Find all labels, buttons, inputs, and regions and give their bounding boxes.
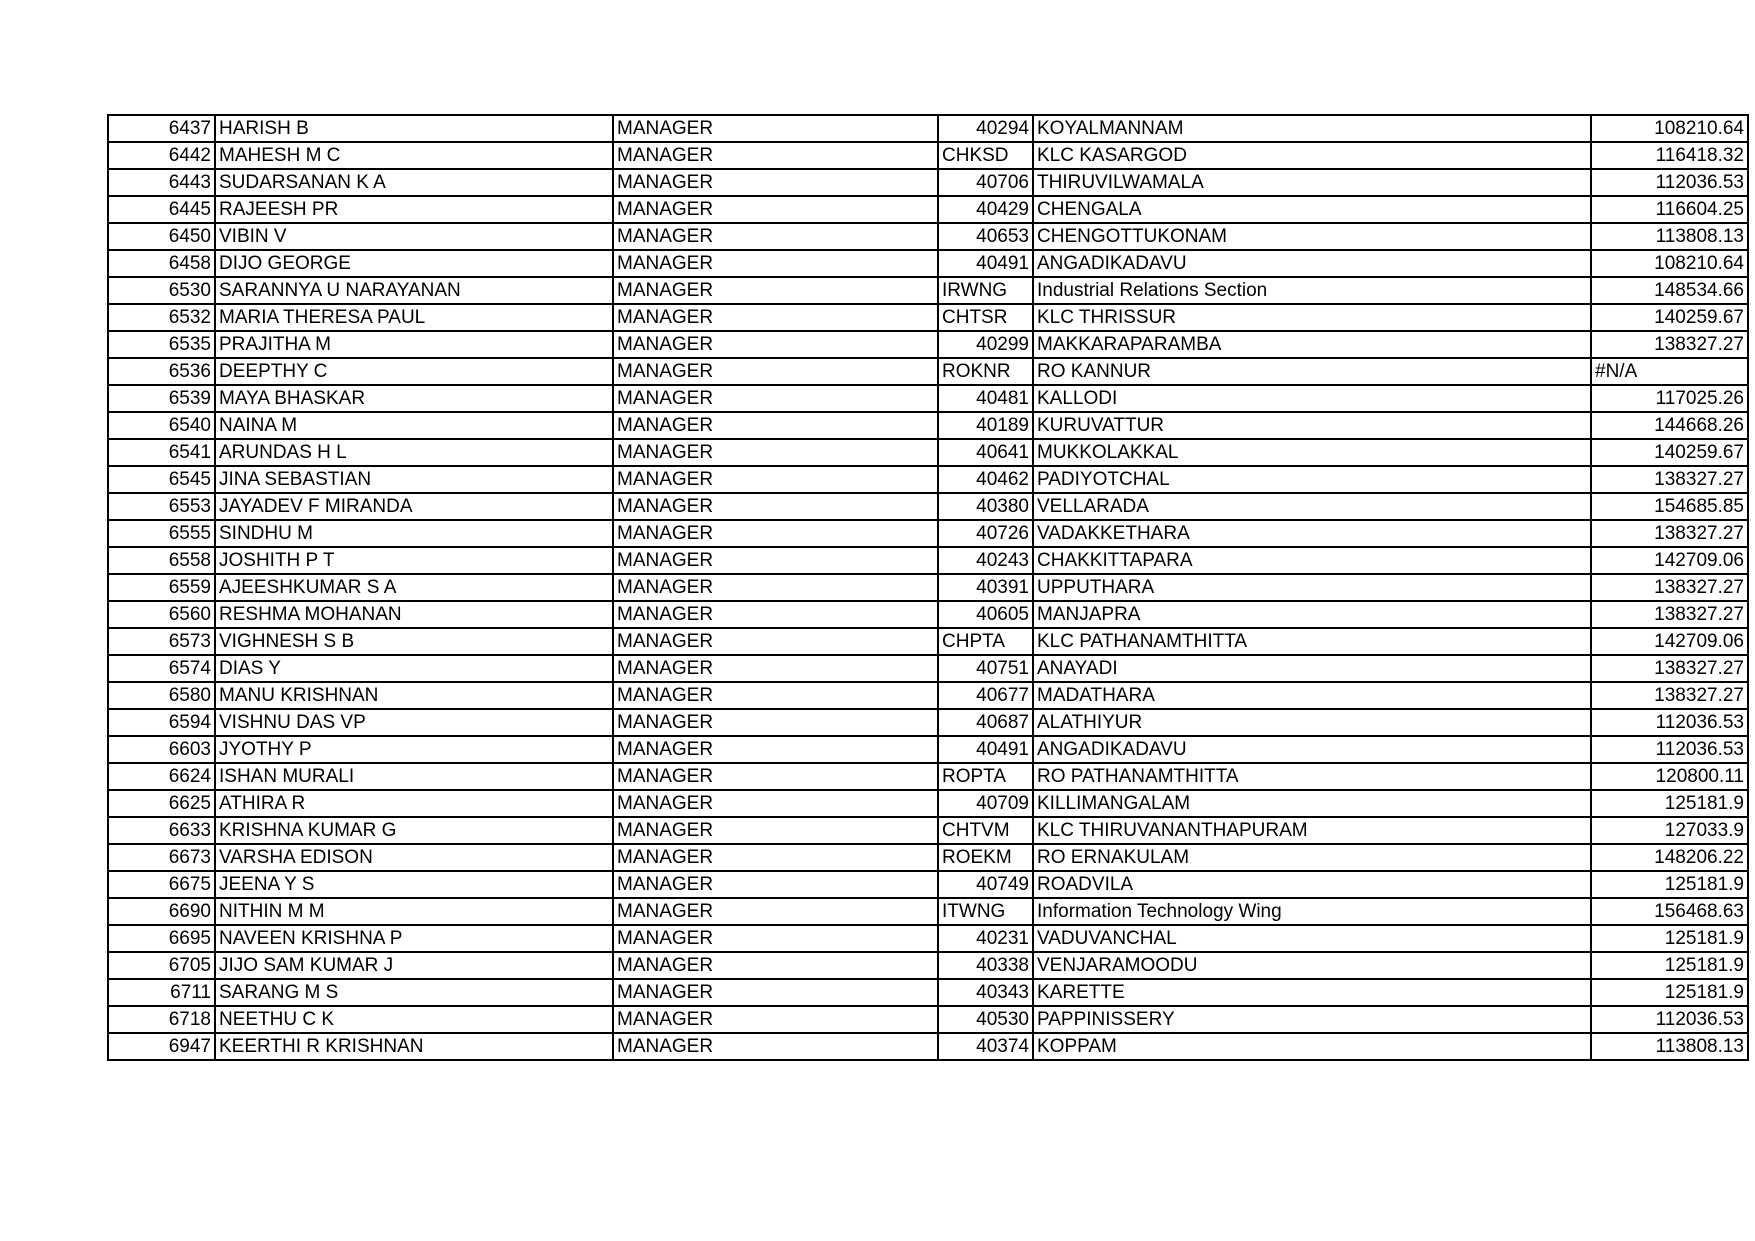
office-name-cell: RO KANNUR bbox=[1033, 358, 1591, 385]
office-name-cell: KALLODI bbox=[1033, 385, 1591, 412]
table-row bbox=[108, 277, 1748, 304]
employee-name-cell: VISHNU DAS VP bbox=[215, 709, 613, 736]
employee-name-cell: RAJEESH PR bbox=[215, 196, 613, 223]
office-name-cell: KOYALMANNAM bbox=[1033, 115, 1591, 142]
table-row bbox=[108, 412, 1748, 439]
employee-id-cell: 6560 bbox=[108, 601, 215, 628]
office-name-cell: THIRUVILWAMALA bbox=[1033, 169, 1591, 196]
employee-name-cell: VARSHA EDISON bbox=[215, 844, 613, 871]
office-code-cell: 40299 bbox=[938, 331, 1033, 358]
employee-id-cell: 6445 bbox=[108, 196, 215, 223]
designation-cell: MANAGER bbox=[613, 439, 938, 466]
employee-id-cell: 6443 bbox=[108, 169, 215, 196]
amount-cell: 138327.27 bbox=[1591, 655, 1748, 682]
amount-cell: 148206.22 bbox=[1591, 844, 1748, 871]
table-row bbox=[108, 520, 1748, 547]
employee-name-cell: AJEESHKUMAR S A bbox=[215, 574, 613, 601]
office-code-cell: 40749 bbox=[938, 871, 1033, 898]
employee-id-cell: 6624 bbox=[108, 763, 215, 790]
office-code-cell: 40243 bbox=[938, 547, 1033, 574]
table-row bbox=[108, 385, 1748, 412]
designation-cell: MANAGER bbox=[613, 736, 938, 763]
office-code-cell: 40491 bbox=[938, 736, 1033, 763]
employee-name-cell: MAHESH M C bbox=[215, 142, 613, 169]
table-row bbox=[108, 115, 1748, 142]
office-name-cell: KLC THIRUVANANTHAPURAM bbox=[1033, 817, 1591, 844]
designation-cell: MANAGER bbox=[613, 385, 938, 412]
employee-id-cell: 6458 bbox=[108, 250, 215, 277]
designation-cell: MANAGER bbox=[613, 844, 938, 871]
employee-name-cell: VIGHNESH S B bbox=[215, 628, 613, 655]
employee-id-cell: 6690 bbox=[108, 898, 215, 925]
designation-cell: MANAGER bbox=[613, 790, 938, 817]
designation-cell: MANAGER bbox=[613, 169, 938, 196]
table-row bbox=[108, 466, 1748, 493]
employee-name-cell: KRISHNA KUMAR G bbox=[215, 817, 613, 844]
office-name-cell: KLC PATHANAMTHITTA bbox=[1033, 628, 1591, 655]
table-row bbox=[108, 169, 1748, 196]
designation-cell: MANAGER bbox=[613, 574, 938, 601]
employee-name-cell: JINA SEBASTIAN bbox=[215, 466, 613, 493]
employee-id-cell: 6530 bbox=[108, 277, 215, 304]
amount-cell: 112036.53 bbox=[1591, 1006, 1748, 1033]
office-name-cell: Industrial Relations Section bbox=[1033, 277, 1591, 304]
designation-cell: MANAGER bbox=[613, 763, 938, 790]
amount-cell: 142709.06 bbox=[1591, 628, 1748, 655]
office-code-cell: ROEKM bbox=[938, 844, 1033, 871]
office-code-cell: CHTSR bbox=[938, 304, 1033, 331]
office-name-cell: PADIYOTCHAL bbox=[1033, 466, 1591, 493]
employee-name-cell: HARISH B bbox=[215, 115, 613, 142]
designation-cell: MANAGER bbox=[613, 358, 938, 385]
employee-name-cell: SUDARSANAN K A bbox=[215, 169, 613, 196]
employee-name-cell: DIJO GEORGE bbox=[215, 250, 613, 277]
amount-cell: 148534.66 bbox=[1591, 277, 1748, 304]
amount-cell: 142709.06 bbox=[1591, 547, 1748, 574]
office-code-cell: 40380 bbox=[938, 493, 1033, 520]
office-code-cell: 40294 bbox=[938, 115, 1033, 142]
designation-cell: MANAGER bbox=[613, 628, 938, 655]
office-name-cell: VELLARADA bbox=[1033, 493, 1591, 520]
designation-cell: MANAGER bbox=[613, 304, 938, 331]
employee-name-cell: SINDHU M bbox=[215, 520, 613, 547]
employee-name-cell: DEEPTHY C bbox=[215, 358, 613, 385]
amount-cell: 140259.67 bbox=[1591, 304, 1748, 331]
office-code-cell: 40343 bbox=[938, 979, 1033, 1006]
employee-id-cell: 6558 bbox=[108, 547, 215, 574]
office-name-cell: ALATHIYUR bbox=[1033, 709, 1591, 736]
office-code-cell: 40605 bbox=[938, 601, 1033, 628]
office-name-cell: CHENGALA bbox=[1033, 196, 1591, 223]
amount-cell: 113808.13 bbox=[1591, 223, 1748, 250]
office-name-cell: KARETTE bbox=[1033, 979, 1591, 1006]
office-code-cell: 40481 bbox=[938, 385, 1033, 412]
designation-cell: MANAGER bbox=[613, 250, 938, 277]
amount-cell: 108210.64 bbox=[1591, 250, 1748, 277]
employee-id-cell: 6705 bbox=[108, 952, 215, 979]
employee-name-cell: JIJO SAM KUMAR J bbox=[215, 952, 613, 979]
amount-cell: 112036.53 bbox=[1591, 169, 1748, 196]
amount-cell: #N/A bbox=[1591, 358, 1748, 385]
employee-id-cell: 6450 bbox=[108, 223, 215, 250]
designation-cell: MANAGER bbox=[613, 709, 938, 736]
designation-cell: MANAGER bbox=[613, 520, 938, 547]
employee-name-cell: NEETHU C K bbox=[215, 1006, 613, 1033]
employee-id-cell: 6574 bbox=[108, 655, 215, 682]
employee-name-cell: SARANNYA U NARAYANAN bbox=[215, 277, 613, 304]
employee-id-cell: 6573 bbox=[108, 628, 215, 655]
office-name-cell: RO PATHANAMTHITTA bbox=[1033, 763, 1591, 790]
designation-cell: MANAGER bbox=[613, 331, 938, 358]
amount-cell: 138327.27 bbox=[1591, 574, 1748, 601]
employee-id-cell: 6947 bbox=[108, 1033, 215, 1060]
amount-cell: 120800.11 bbox=[1591, 763, 1748, 790]
office-name-cell: VADUVANCHAL bbox=[1033, 925, 1591, 952]
table-row bbox=[108, 844, 1748, 871]
employee-id-cell: 6535 bbox=[108, 331, 215, 358]
employee-name-cell: MAYA BHASKAR bbox=[215, 385, 613, 412]
table-row bbox=[108, 547, 1748, 574]
employee-id-cell: 6603 bbox=[108, 736, 215, 763]
office-code-cell: CHTVM bbox=[938, 817, 1033, 844]
employee-name-cell: MANU KRISHNAN bbox=[215, 682, 613, 709]
amount-cell: 138327.27 bbox=[1591, 682, 1748, 709]
designation-cell: MANAGER bbox=[613, 601, 938, 628]
table-row bbox=[108, 1033, 1748, 1060]
office-name-cell: PAPPINISSERY bbox=[1033, 1006, 1591, 1033]
employee-id-cell: 6555 bbox=[108, 520, 215, 547]
office-name-cell: ROADVILA bbox=[1033, 871, 1591, 898]
employee-name-cell: JYOTHY P bbox=[215, 736, 613, 763]
employee-id-cell: 6625 bbox=[108, 790, 215, 817]
office-code-cell: ROPTA bbox=[938, 763, 1033, 790]
employee-name-cell: DIAS Y bbox=[215, 655, 613, 682]
table-row bbox=[108, 817, 1748, 844]
employee-name-cell: SARANG M S bbox=[215, 979, 613, 1006]
office-name-cell: CHENGOTTUKONAM bbox=[1033, 223, 1591, 250]
amount-cell: 125181.9 bbox=[1591, 871, 1748, 898]
employee-name-cell: ISHAN MURALI bbox=[215, 763, 613, 790]
employee-id-cell: 6718 bbox=[108, 1006, 215, 1033]
amount-cell: 125181.9 bbox=[1591, 925, 1748, 952]
employee-id-cell: 6673 bbox=[108, 844, 215, 871]
office-name-cell: MADATHARA bbox=[1033, 682, 1591, 709]
designation-cell: MANAGER bbox=[613, 925, 938, 952]
amount-cell: 116604.25 bbox=[1591, 196, 1748, 223]
employee-id-cell: 6711 bbox=[108, 979, 215, 1006]
office-code-cell: 40653 bbox=[938, 223, 1033, 250]
office-name-cell: MAKKARAPARAMBA bbox=[1033, 331, 1591, 358]
table-row bbox=[108, 898, 1748, 925]
employee-id-cell: 6695 bbox=[108, 925, 215, 952]
employee-id-cell: 6539 bbox=[108, 385, 215, 412]
amount-cell: 144668.26 bbox=[1591, 412, 1748, 439]
office-code-cell: 40429 bbox=[938, 196, 1033, 223]
designation-cell: MANAGER bbox=[613, 952, 938, 979]
table-row bbox=[108, 925, 1748, 952]
office-name-cell: CHAKKITTAPARA bbox=[1033, 547, 1591, 574]
designation-cell: MANAGER bbox=[613, 871, 938, 898]
office-name-cell: KILLIMANGALAM bbox=[1033, 790, 1591, 817]
employee-id-cell: 6633 bbox=[108, 817, 215, 844]
table-row bbox=[108, 709, 1748, 736]
amount-cell: 138327.27 bbox=[1591, 331, 1748, 358]
amount-cell: 140259.67 bbox=[1591, 439, 1748, 466]
employee-id-cell: 6580 bbox=[108, 682, 215, 709]
designation-cell: MANAGER bbox=[613, 466, 938, 493]
table-row bbox=[108, 574, 1748, 601]
table-row bbox=[108, 628, 1748, 655]
table-row bbox=[108, 358, 1748, 385]
employee-name-cell: KEERTHI R KRISHNAN bbox=[215, 1033, 613, 1060]
designation-cell: MANAGER bbox=[613, 655, 938, 682]
office-name-cell: MUKKOLAKKAL bbox=[1033, 439, 1591, 466]
table-row bbox=[108, 304, 1748, 331]
employee-id-cell: 6541 bbox=[108, 439, 215, 466]
office-name-cell: ANAYADI bbox=[1033, 655, 1591, 682]
designation-cell: MANAGER bbox=[613, 223, 938, 250]
amount-cell: 125181.9 bbox=[1591, 952, 1748, 979]
table-row bbox=[108, 979, 1748, 1006]
amount-cell: 154685.85 bbox=[1591, 493, 1748, 520]
office-code-cell: 40491 bbox=[938, 250, 1033, 277]
table-row bbox=[108, 439, 1748, 466]
designation-cell: MANAGER bbox=[613, 547, 938, 574]
designation-cell: MANAGER bbox=[613, 1006, 938, 1033]
employee-name-cell: NITHIN M M bbox=[215, 898, 613, 925]
employee-name-cell: NAVEEN KRISHNA P bbox=[215, 925, 613, 952]
employee-name-cell: ARUNDAS H L bbox=[215, 439, 613, 466]
table-row bbox=[108, 736, 1748, 763]
employee-id-cell: 6553 bbox=[108, 493, 215, 520]
designation-cell: MANAGER bbox=[613, 412, 938, 439]
employee-name-cell: JOSHITH P T bbox=[215, 547, 613, 574]
table-row bbox=[108, 601, 1748, 628]
office-code-cell: 40231 bbox=[938, 925, 1033, 952]
office-code-cell: 40338 bbox=[938, 952, 1033, 979]
amount-cell: 113808.13 bbox=[1591, 1033, 1748, 1060]
table-row bbox=[108, 331, 1748, 358]
employee-name-cell: RESHMA MOHANAN bbox=[215, 601, 613, 628]
office-name-cell: ANGADIKADAVU bbox=[1033, 736, 1591, 763]
employee-id-cell: 6559 bbox=[108, 574, 215, 601]
table-row bbox=[108, 493, 1748, 520]
designation-cell: MANAGER bbox=[613, 196, 938, 223]
office-name-cell: VENJARAMOODU bbox=[1033, 952, 1591, 979]
table-row bbox=[108, 250, 1748, 277]
table-row bbox=[108, 655, 1748, 682]
office-name-cell: KOPPAM bbox=[1033, 1033, 1591, 1060]
amount-cell: 112036.53 bbox=[1591, 709, 1748, 736]
designation-cell: MANAGER bbox=[613, 979, 938, 1006]
office-code-cell: 40706 bbox=[938, 169, 1033, 196]
office-code-cell: 40751 bbox=[938, 655, 1033, 682]
employee-name-cell: JAYADEV F MIRANDA bbox=[215, 493, 613, 520]
employee-name-cell: NAINA M bbox=[215, 412, 613, 439]
table-row bbox=[108, 952, 1748, 979]
office-code-cell: 40709 bbox=[938, 790, 1033, 817]
office-name-cell: UPPUTHARA bbox=[1033, 574, 1591, 601]
office-code-cell: 40374 bbox=[938, 1033, 1033, 1060]
employee-table bbox=[107, 114, 1749, 1061]
employee-id-cell: 6545 bbox=[108, 466, 215, 493]
designation-cell: MANAGER bbox=[613, 493, 938, 520]
employee-id-cell: 6675 bbox=[108, 871, 215, 898]
office-code-cell: ROKNR bbox=[938, 358, 1033, 385]
amount-cell: 112036.53 bbox=[1591, 736, 1748, 763]
designation-cell: MANAGER bbox=[613, 115, 938, 142]
table-row bbox=[108, 871, 1748, 898]
table-row bbox=[108, 763, 1748, 790]
designation-cell: MANAGER bbox=[613, 277, 938, 304]
table-row bbox=[108, 142, 1748, 169]
office-name-cell: KURUVATTUR bbox=[1033, 412, 1591, 439]
office-code-cell: 40391 bbox=[938, 574, 1033, 601]
office-code-cell: 40641 bbox=[938, 439, 1033, 466]
office-code-cell: CHKSD bbox=[938, 142, 1033, 169]
employee-name-cell: JEENA Y S bbox=[215, 871, 613, 898]
employee-name-cell: ATHIRA R bbox=[215, 790, 613, 817]
amount-cell: 108210.64 bbox=[1591, 115, 1748, 142]
employee-id-cell: 6437 bbox=[108, 115, 215, 142]
office-code-cell: 40677 bbox=[938, 682, 1033, 709]
amount-cell: 116418.32 bbox=[1591, 142, 1748, 169]
designation-cell: MANAGER bbox=[613, 142, 938, 169]
employee-id-cell: 6536 bbox=[108, 358, 215, 385]
designation-cell: MANAGER bbox=[613, 1033, 938, 1060]
office-code-cell: IRWNG bbox=[938, 277, 1033, 304]
office-code-cell: 40687 bbox=[938, 709, 1033, 736]
employee-name-cell: PRAJITHA M bbox=[215, 331, 613, 358]
office-name-cell: RO ERNAKULAM bbox=[1033, 844, 1591, 871]
office-name-cell: MANJAPRA bbox=[1033, 601, 1591, 628]
employee-id-cell: 6442 bbox=[108, 142, 215, 169]
amount-cell: 156468.63 bbox=[1591, 898, 1748, 925]
office-code-cell: 40189 bbox=[938, 412, 1033, 439]
table-row bbox=[108, 682, 1748, 709]
amount-cell: 138327.27 bbox=[1591, 601, 1748, 628]
amount-cell: 125181.9 bbox=[1591, 979, 1748, 1006]
employee-id-cell: 6532 bbox=[108, 304, 215, 331]
table-row bbox=[108, 790, 1748, 817]
office-name-cell: KLC KASARGOD bbox=[1033, 142, 1591, 169]
office-code-cell: 40462 bbox=[938, 466, 1033, 493]
table-row bbox=[108, 196, 1748, 223]
designation-cell: MANAGER bbox=[613, 817, 938, 844]
amount-cell: 125181.9 bbox=[1591, 790, 1748, 817]
office-name-cell: VADAKKETHARA bbox=[1033, 520, 1591, 547]
office-code-cell: 40726 bbox=[938, 520, 1033, 547]
office-code-cell: 40530 bbox=[938, 1006, 1033, 1033]
amount-cell: 138327.27 bbox=[1591, 520, 1748, 547]
employee-name-cell: MARIA THERESA PAUL bbox=[215, 304, 613, 331]
employee-table-body bbox=[108, 115, 1748, 1060]
office-name-cell: KLC THRISSUR bbox=[1033, 304, 1591, 331]
amount-cell: 127033.9 bbox=[1591, 817, 1748, 844]
amount-cell: 117025.26 bbox=[1591, 385, 1748, 412]
office-name-cell: Information Technology Wing bbox=[1033, 898, 1591, 925]
office-code-cell: ITWNG bbox=[938, 898, 1033, 925]
office-name-cell: ANGADIKADAVU bbox=[1033, 250, 1591, 277]
employee-id-cell: 6594 bbox=[108, 709, 215, 736]
table-row bbox=[108, 1006, 1748, 1033]
designation-cell: MANAGER bbox=[613, 682, 938, 709]
employee-id-cell: 6540 bbox=[108, 412, 215, 439]
amount-cell: 138327.27 bbox=[1591, 466, 1748, 493]
table-row bbox=[108, 223, 1748, 250]
office-code-cell: CHPTA bbox=[938, 628, 1033, 655]
designation-cell: MANAGER bbox=[613, 898, 938, 925]
employee-name-cell: VIBIN V bbox=[215, 223, 613, 250]
